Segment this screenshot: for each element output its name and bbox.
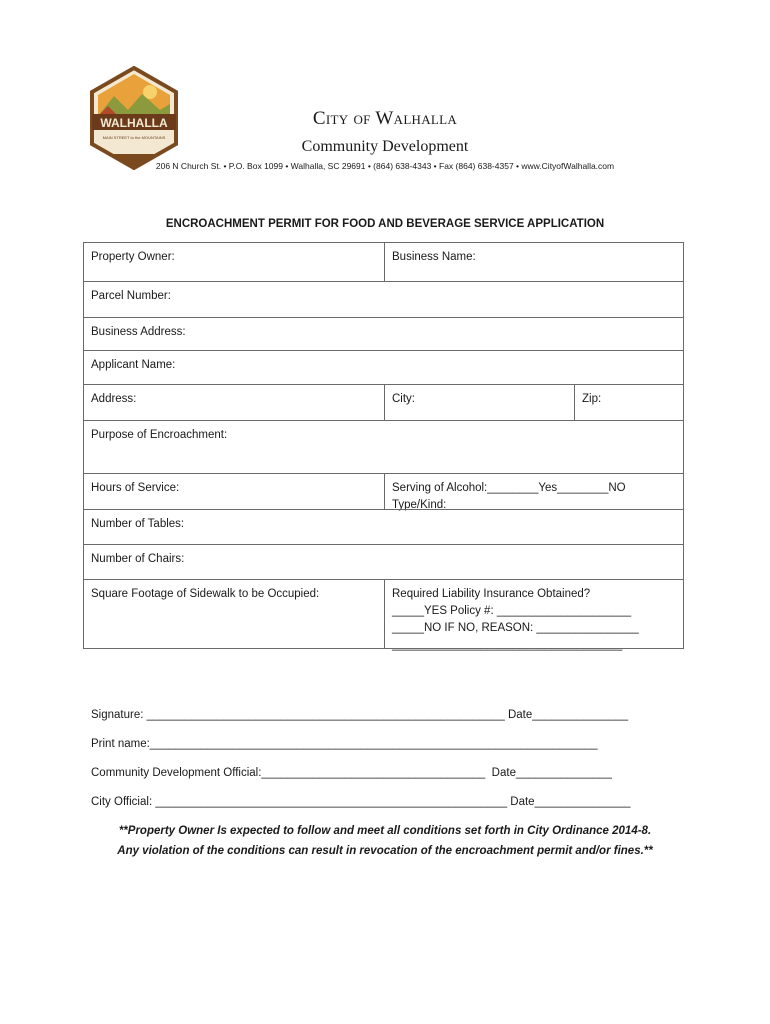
zip-label: Zip:	[582, 393, 602, 405]
property-owner-field[interactable]	[84, 243, 384, 281]
logo-tagline: MAIN STREET to the MOUNTAINS	[102, 135, 166, 140]
hours-of-service-field[interactable]	[84, 473, 384, 509]
property-owner-label: Property Owner:	[91, 251, 175, 263]
community-development-official-line[interactable]: Community Development Official:___________________________________ Date_______________	[91, 767, 612, 779]
department-name: Community Development	[301, 138, 469, 155]
business-address-label: Business Address:	[91, 326, 186, 338]
application-form-table	[83, 242, 684, 649]
square-footage-field[interactable]	[84, 579, 384, 648]
number-of-tables-field[interactable]	[84, 509, 683, 544]
contact-address-line: 206 N Church St. • P.O. Box 1099 • Walhalla, SC 29691 • (864) 638-4343 • Fax (864) 638-4357 • www.CityofWalhalla.com	[155, 161, 615, 171]
tables-label: Number of Tables:	[91, 518, 185, 530]
logo-text: WALHALLA	[100, 116, 168, 130]
square-footage-label: Square Footage of Sidewalk to be Occupied:	[91, 588, 320, 600]
insurance-yes-line: _____YES Policy #: _____________________	[392, 605, 632, 617]
address-label: Address:	[91, 393, 137, 405]
business-name-field[interactable]	[384, 243, 683, 281]
chairs-label: Number of Chairs:	[91, 553, 185, 565]
purpose-field[interactable]	[84, 420, 683, 473]
address-field[interactable]	[84, 384, 384, 420]
number-of-chairs-field[interactable]	[84, 544, 683, 579]
zip-field[interactable]	[574, 384, 683, 420]
notice-line-1: **Property Owner Is expected to follow and meet all conditions set forth in City Ordinance 2014-8.	[118, 825, 652, 837]
alcohol-field[interactable]	[384, 473, 683, 509]
city-label: City:	[392, 393, 415, 405]
print-name-line[interactable]: Print name:______________________________________________________________________	[91, 738, 598, 750]
insurance-field[interactable]	[384, 579, 683, 651]
applicant-name-label: Applicant Name:	[91, 359, 176, 371]
insurance-reason-line: ____________________________________	[392, 639, 623, 651]
alcohol-label: Serving of Alcohol:________Yes________NO	[392, 482, 626, 494]
city-official-line[interactable]: City Official: _______________________________________________________ Date_______________	[91, 796, 631, 808]
form-title: ENCROACHMENT PERMIT FOR FOOD AND BEVERAGE SERVICE APPLICATION	[165, 218, 605, 230]
business-address-field[interactable]	[84, 317, 683, 350]
hours-label: Hours of Service:	[91, 482, 180, 494]
notice-line-2: Any violation of the conditions can result in revocation of the encroachment permit and/or fines.**	[117, 845, 653, 857]
city-field[interactable]	[384, 384, 574, 420]
business-name-label: Business Name:	[392, 251, 476, 263]
parcel-number-field[interactable]	[84, 281, 683, 317]
insurance-no-line: _____NO IF NO, REASON: ________________	[392, 622, 639, 634]
purpose-label: Purpose of Encroachment:	[91, 429, 228, 441]
applicant-name-field[interactable]	[84, 350, 683, 384]
parcel-number-label: Parcel Number:	[91, 290, 171, 302]
alcohol-type-label: Type/Kind:	[392, 499, 447, 511]
city-title: City of Walhalla	[312, 108, 458, 129]
signature-line[interactable]: Signature: ________________________________________________________ Date_______________	[91, 709, 629, 721]
insurance-question: Required Liability Insurance Obtained?	[392, 588, 591, 600]
